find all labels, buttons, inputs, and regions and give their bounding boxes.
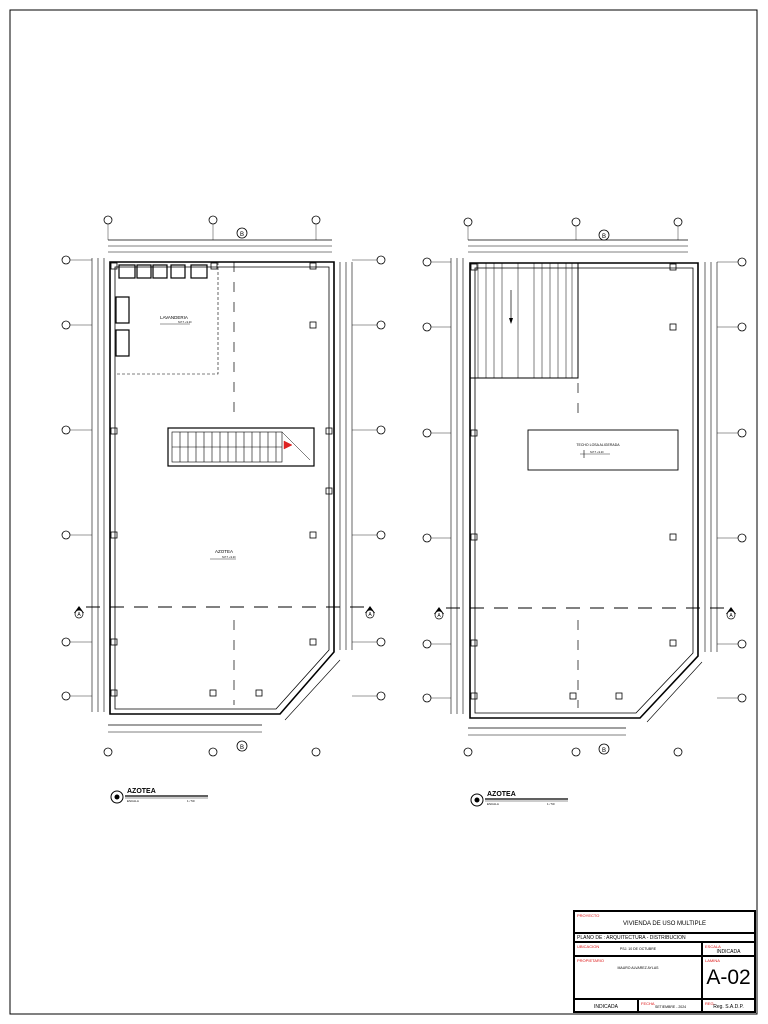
tb-date: SETIEMBRE - 2024 [655,1005,687,1009]
room-label-lavanderia: LAVANDERIA [160,315,188,320]
section-mark-b-label: B [239,745,245,751]
tb-project: VIVIENDA DE USO MULTIPLE [623,921,706,927]
section-mark-a-label: A [729,613,733,619]
axis-leaders-right [431,226,738,698]
plan-scale-label: ESCALA [127,799,139,803]
plan-scale-value: 1 / 50 [187,799,195,803]
plan-left [86,240,365,732]
tb-location-label: UBICACION [577,944,600,949]
tb-location: PSJ. 10 DE OCTUBRE [619,947,657,951]
tb-reg: Reg. S.A.D.P. [713,1004,744,1010]
level-label-azotea: N.P.T. +9.20 [222,556,236,559]
section-mark-a-left-2 [434,607,444,619]
section-mark-b-label: B [601,748,607,754]
tb-owner-cell [574,956,702,999]
room-label-azotea: AZOTEA [214,549,234,554]
tb-bottom-scale-cell [574,999,638,1012]
tb-bottom-scale: INDICADA [594,1004,618,1010]
tb-scale: INDICADA [716,949,741,955]
title-block [573,910,756,1013]
tb-sheet-number: A-02 [706,966,751,989]
section-mark-b-top-left [237,228,247,238]
section-mark-b-label: B [601,234,607,240]
plan-scale-value: 1 / 50 [547,802,555,806]
section-mark-b-bottom-right [599,744,609,754]
tb-owner: MAURO ALVAREZ AYLAS [617,966,659,970]
tb-scale-label: ESCALA [705,944,721,949]
section-mark-b-bottom-left [237,741,247,751]
tb-reg-cell [702,999,755,1012]
level-label-lavanderia: N.P.T. +9.20 [178,321,192,324]
tb-date-label: FECHA [641,1001,655,1006]
plan-title-right [471,791,568,806]
roof-sheeting-lines [478,263,572,378]
section-mark-a-label: A [437,613,441,619]
section-mark-a-right [365,606,375,618]
plan-scale-label: ESCALA [487,802,499,806]
tb-reg-label: REG. [705,1001,715,1006]
section-mark-a-left [74,606,84,618]
tb-plan: PLANO DE : ARQUITECTURA - DISTRIBUCION [577,935,686,941]
plan-right [446,240,728,735]
section-mark-a-label: A [368,612,372,618]
section-mark-a-right-2 [726,607,736,619]
plan-title-left [111,788,208,803]
tb-project-cell [574,911,755,933]
tb-plan-cell [574,933,755,942]
tb-location-cell [574,942,702,956]
section-mark-b-top-right [599,230,609,240]
tb-sheet-label: LAMINA [705,958,720,963]
plan-title: AZOTEA [487,791,516,798]
stair-treads [172,432,282,462]
section-mark-a-label: A [77,612,81,618]
tb-project-label: PROYECTO [577,913,600,918]
tb-scale-cell [702,942,755,956]
axis-leaders-left [70,224,377,696]
plan-title: AZOTEA [127,788,156,795]
tb-sheet-cell [702,956,755,999]
tb-date-cell [638,999,702,1012]
section-mark-b-label: B [239,232,245,238]
room-label-techo-losa: TECHO LOSA ALIGERADA [576,443,620,447]
level-label-techo-losa: N.P.T. +9.20 [590,451,604,454]
tb-owner-label: PROPIETARIO [577,958,605,963]
sheet-border [10,10,757,1014]
